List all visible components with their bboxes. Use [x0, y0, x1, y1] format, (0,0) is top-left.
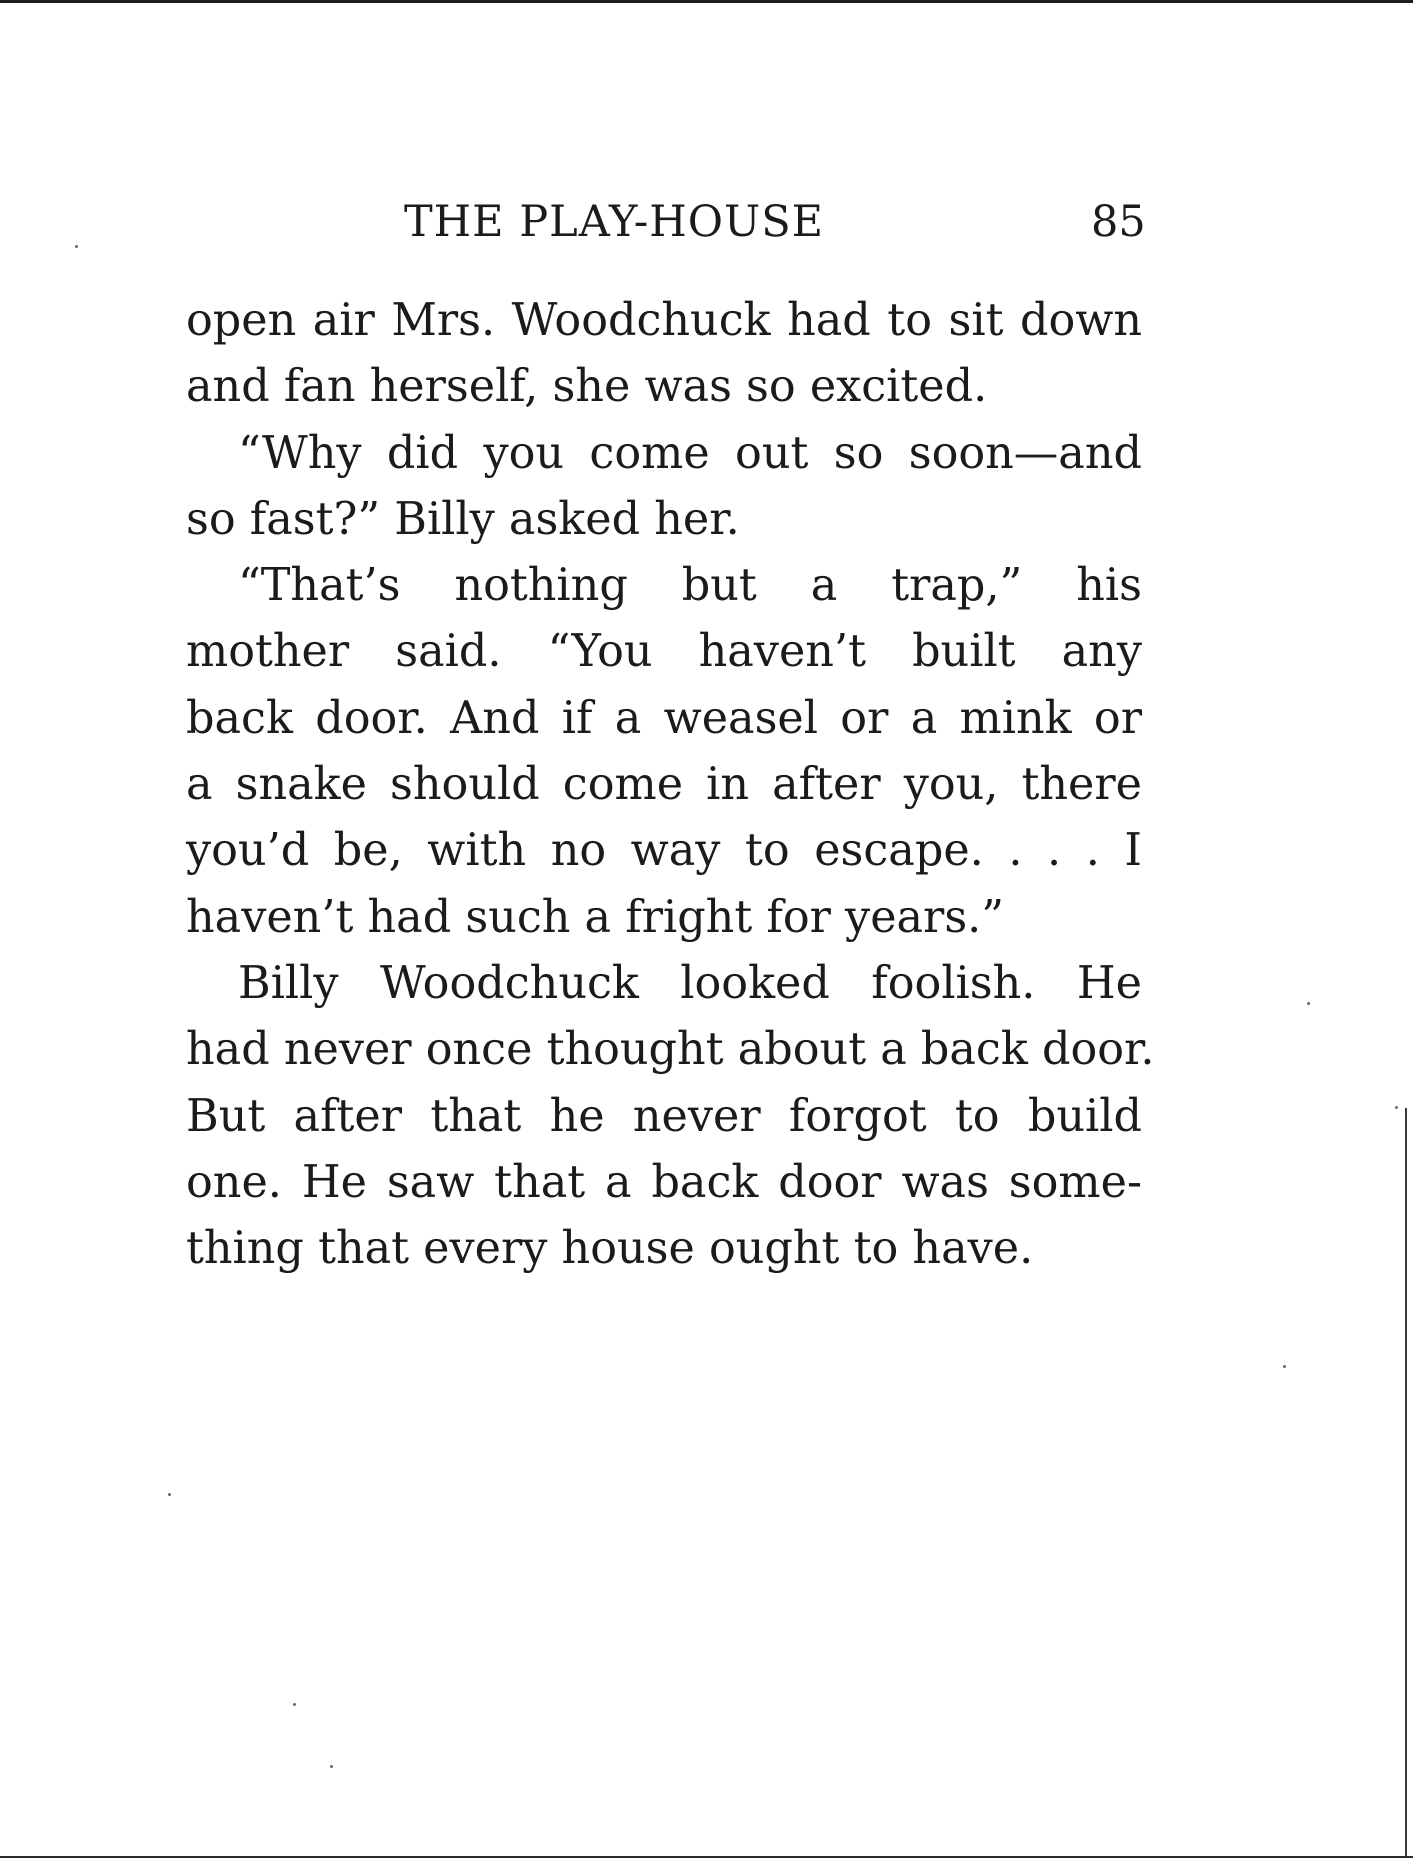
text-line: one. He saw that a back door was some- — [186, 1156, 1142, 1208]
paper-speck — [75, 245, 78, 248]
text-line: mother said. “You haven’t built any — [186, 626, 1142, 678]
text-line: back door. And if a weasel or a mink or — [186, 692, 1142, 744]
paper-speck — [168, 1493, 171, 1496]
bottom-scan-edge — [0, 1856, 1413, 1858]
text-line: a snake should come in after you, there — [186, 759, 1142, 811]
paper-speck — [293, 1703, 296, 1706]
text-line: had never once thought about a back door. — [186, 1024, 1155, 1076]
paper-speck — [1395, 1106, 1398, 1109]
paper-speck — [1307, 1002, 1310, 1005]
body-text — [186, 288, 1155, 1282]
text-line: “Why did you come out so soon—and — [238, 427, 1142, 479]
text-line: thing that every house ought to have. — [186, 1223, 1034, 1275]
text-line: haven’t had such a fright for years.” — [186, 891, 1005, 943]
top-scan-edge — [0, 0, 1413, 3]
paper-speck — [330, 1765, 333, 1768]
text-line: you’d be, with no way to escape. . . . I — [186, 825, 1142, 877]
text-line: But after that he never forgot to build — [186, 1090, 1142, 1142]
text-line: and fan herself, she was so excited. — [186, 361, 988, 413]
right-scan-edge — [1405, 1108, 1407, 1856]
text-line: so fast?” Billy asked her. — [186, 493, 740, 545]
text-line: “That’s nothing but a trap,” his — [238, 560, 1142, 612]
text-line: open air Mrs. Woodchuck had to sit down — [186, 295, 1142, 346]
paper-speck — [1283, 1365, 1286, 1368]
page-number: 85 — [1091, 197, 1146, 247]
text-line: Billy Woodchuck looked foolish. He — [238, 957, 1142, 1009]
running-head-title: THE PLAY-HOUSE — [404, 197, 825, 247]
